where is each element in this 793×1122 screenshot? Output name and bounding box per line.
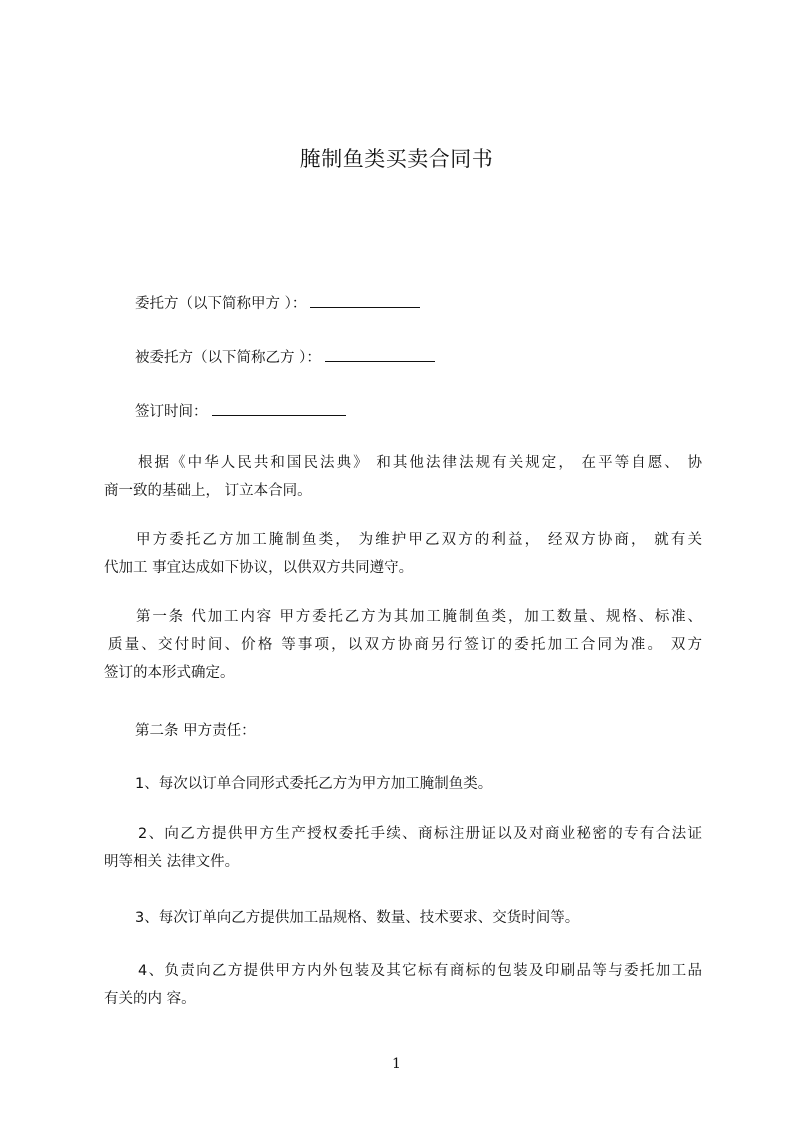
intro-line-2: 商一致的基础上， 订立本合同。 (104, 483, 312, 499)
page-number: 1 (392, 1056, 401, 1072)
purpose-line-1: 甲方委托乙方加工腌制鱼类， 为维护甲乙双方的利益， 经双方协商， 就有关 (136, 532, 702, 548)
item4-line-2: 有关的内 容。 (104, 991, 196, 1007)
item4-paragraph (104, 957, 702, 1013)
item1-text: 1、每次以订单合同形式委托乙方为甲方加工腌制鱼类。 (135, 776, 493, 792)
party-b-label: 被委托方（以下简称乙方 ）： (135, 350, 321, 366)
article1-line-3: 签订的本形式确定。 (104, 665, 235, 681)
article2-heading: 第二条 甲方责任： (135, 723, 256, 739)
document-title: 腌制鱼类买卖合同书 (299, 147, 494, 171)
party-b-blank (325, 347, 435, 362)
purpose-paragraph (104, 526, 702, 582)
item2-line-1: 2、向乙方提供甲方生产授权委托手续、商标注册证以及对商业秘密的专有合法证 (138, 826, 702, 842)
item4-line-1: 4、负责向乙方提供甲方内外包装及其它标有商标的包装及印刷品等与委托加工品 (138, 963, 702, 979)
sign-date-label: 签订时间： (135, 404, 208, 420)
item2-paragraph (104, 820, 702, 876)
party-a-blank (310, 293, 420, 308)
article1-line-2: 质量、交付时间、价格 等事项，以双方协商另行签订的委托加工合同为准。 双方 (108, 637, 702, 653)
sign-date-blank (212, 401, 346, 416)
intro-line-1: 根据《中华人民共和国民法典》 和其他法律法规有关规定， 在平等自愿、 协 (138, 455, 702, 471)
sign-date-field (135, 400, 346, 421)
purpose-line-2: 代加工 事宜达成如下协议，以供双方共同遵守。 (104, 560, 414, 576)
article1-line-1: 第一条 代加工内容 甲方委托乙方为其加工腌制鱼类，加工数量、规格、标准、 (136, 609, 702, 625)
intro-paragraph (104, 449, 702, 505)
item3-text: 3、每次订单向乙方提供加工品规格、数量、技术要求、交货时间等。 (135, 910, 580, 926)
item2-line-2: 明等相关 法律文件。 (104, 854, 240, 870)
article1-paragraph (104, 603, 702, 687)
party-a-label: 委托方（以下简称甲方 ）： (135, 296, 307, 312)
party-a-field (135, 292, 420, 313)
party-b-field (135, 346, 435, 367)
